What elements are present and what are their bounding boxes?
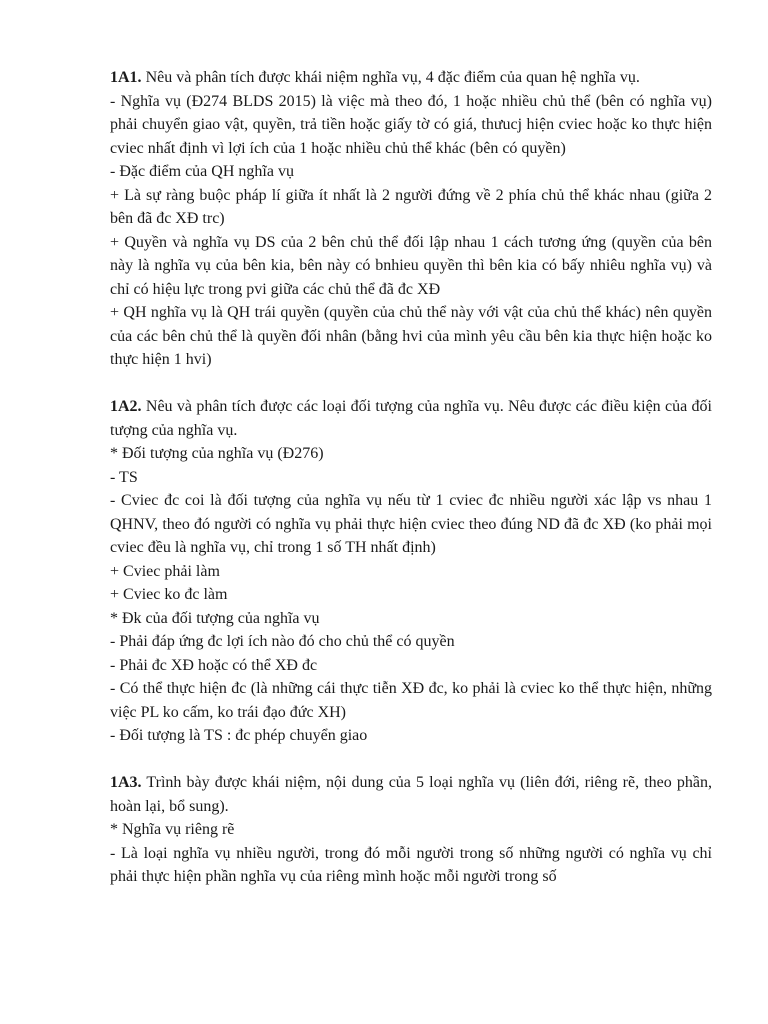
- body-line: + Quyền và nghĩa vụ DS của 2 bên chủ thể đối lập nhau 1 cách tương ứng (quyền của bên này là nghĩa vụ của bên kia, bên này có bnhieu quyền thì bên kia có bấy nhiêu nghĩa vụ) và chỉ có hiệu lực trong pvi giữa các chủ thể đã đc XĐ: [110, 233, 712, 298]
- body-line: - Phải đc XĐ hoặc có thể XĐ đc: [110, 656, 318, 674]
- body-line: - Nghĩa vụ (Đ274 BLDS 2015) là việc mà theo đó, 1 hoặc nhiều chủ thể (bên có nghĩa vụ) phải chuyển giao vật, quyền, trả tiền hoặc giấy tờ có giá, thưucj hiện cviec hoặc ko thực hiện cviec nhất định vì lợi ích của 1 hoặc nhiều chủ thể khác (bên có quyền): [110, 92, 712, 157]
- body-line: + Cviec phải làm: [110, 562, 220, 580]
- section-title: [110, 395, 712, 442]
- section-title-text: Nêu và phân tích được khái niệm nghĩa vụ, 4 đặc điểm của quan hệ nghĩa vụ.: [141, 69, 640, 86]
- section-title: [110, 771, 712, 818]
- body-line: - Đặc điểm của QH nghĩa vụ: [110, 163, 294, 180]
- section-heading: 1A3.: [110, 774, 142, 791]
- body-line: + Cviec ko đc làm: [110, 586, 228, 603]
- section-title-text: Trình bày được khái niệm, nội dung của 5 loại nghĩa vụ (liên đới, riêng rẽ, theo phần, hoàn lại, bổ sung).: [110, 774, 712, 815]
- body-line: * Đk của đối tượng của nghĩa vụ: [110, 609, 320, 627]
- section-1A3: [110, 771, 712, 889]
- body-line: + QH nghĩa vụ là QH trái quyền (quyền của chủ thể này với vật của chủ thể khác) nên quyền của các bên chủ thể là quyền đối nhân (bằng hvi của mình yêu cầu bên kia thực hiện hoặc ko thực hiện 1 hvi): [110, 304, 712, 368]
- section-heading: 1A2.: [110, 398, 142, 415]
- section-1A2: [110, 395, 712, 748]
- section-1A1: [110, 66, 712, 372]
- body-line: - Đối tượng là TS : đc phép chuyển giao: [110, 727, 368, 744]
- body-line: - TS: [110, 468, 138, 486]
- body-line: + Là sự ràng buộc pháp lí giữa ít nhất là 2 người đứng về 2 phía chủ thể khác nhau (giữa 2 bên đã đc XĐ trc): [110, 186, 712, 227]
- body-line: * Đối tượng của nghĩa vụ (Đ276): [110, 445, 324, 462]
- body-line: - Cviec đc coi là đối tượng của nghĩa vụ nếu từ 1 cviec đc nhiều người xác lập vs nhau 1 QHNV, theo đó người có nghĩa vụ phải thực hiện cviec theo đúng ND đã đc XĐ (ko phải mọi cviec đều là nghĩa vụ, chỉ trong 1 số TH nhất định): [110, 492, 712, 556]
- section-title-text: Nêu và phân tích được các loại đối tượng của nghĩa vụ. Nêu được các điều kiện của đối tượng của nghĩa vụ.: [110, 398, 712, 439]
- body-line: * Nghĩa vụ riêng rẽ: [110, 821, 235, 838]
- section-heading: 1A1.: [110, 69, 142, 86]
- section-title: [110, 66, 712, 90]
- body-line: - Có thể thực hiện đc (là những cái thực tiễn XĐ đc, ko phải là cviec ko thể thực hiện, những việc PL ko cấm, ko trái đạo đức XH): [110, 680, 712, 721]
- body-line: - Là loại nghĩa vụ nhiều người, trong đó mỗi người trong số những người có nghĩa vụ chỉ phải thực hiện phần nghĩa vụ của riêng mình hoặc mỗi người trong số: [110, 844, 712, 885]
- body-line: - Phải đáp ứng đc lợi ích nào đó cho chủ thể có quyền: [110, 633, 455, 650]
